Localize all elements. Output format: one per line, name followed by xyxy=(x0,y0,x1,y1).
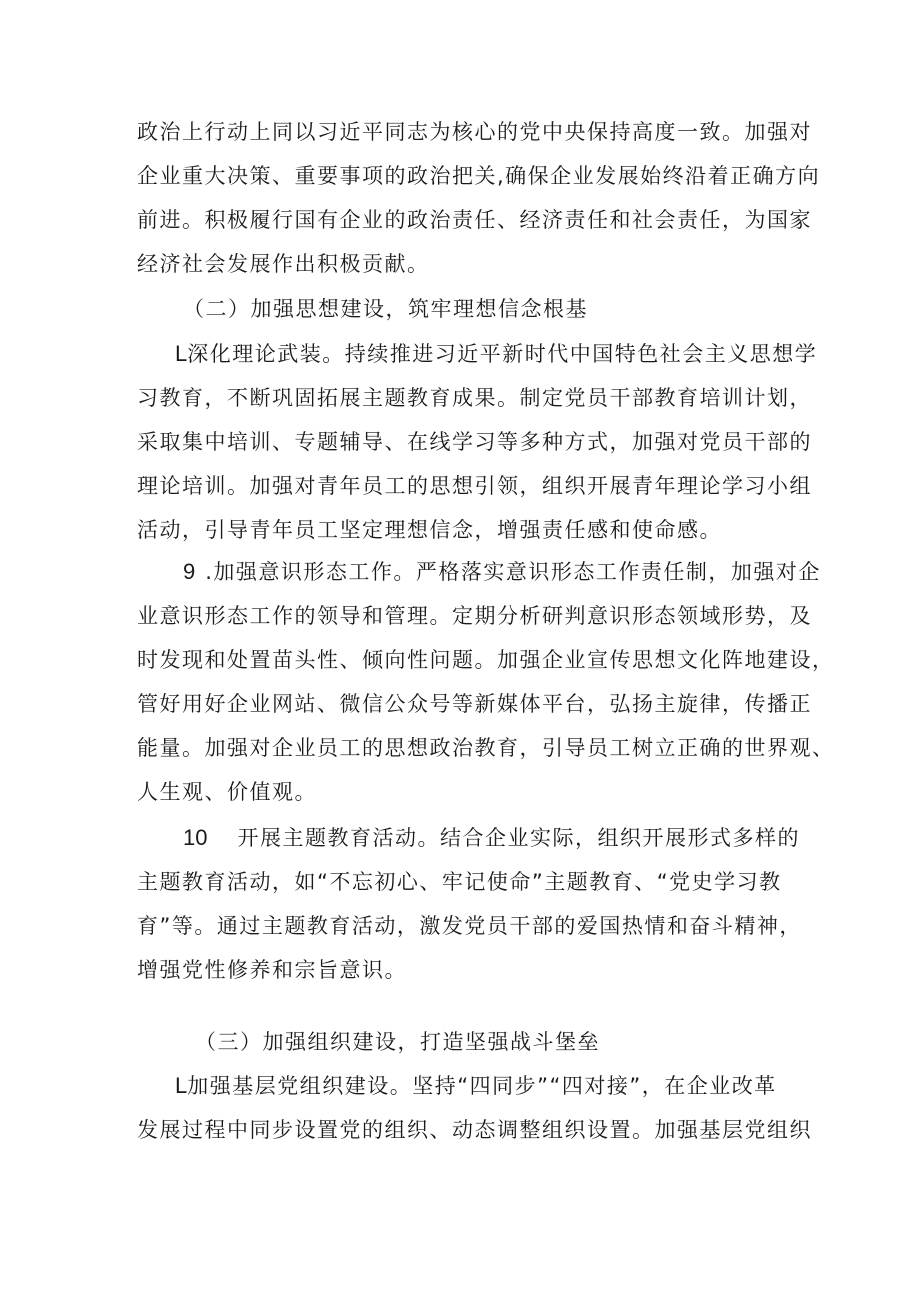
paragraph-line: 发展过程中同步设置党的组织、动态调整组织设置。加强基层党组织 xyxy=(137,1118,812,1142)
list-item-line xyxy=(183,823,800,853)
paragraph-line: 时发现和处置苗头性、倾向性问题。加强企业宣传思想文化阵地建设， xyxy=(137,648,835,672)
paragraph-line: 经济社会发展作出积极贡献。 xyxy=(137,252,430,276)
item-text: 开展主题教育活动。结合企业实际，组织开展形式多样的 xyxy=(237,826,800,850)
item-number: 10 xyxy=(183,825,208,850)
paragraph-line: 增强党性修养和宗旨意识。 xyxy=(137,958,407,982)
paragraph-line: 管好用好企业网站、微信公众号等新媒体平台，弘扬主旋律，传播正 xyxy=(137,692,812,716)
paragraph-line: 活动，引导青年员工坚定理想信念，增强责任感和使命感。 xyxy=(137,518,722,542)
item-text: 加强基层党组织建设。坚持“四同步”“四对接”，在企业改革 xyxy=(187,1074,777,1098)
list-item-line xyxy=(175,339,817,369)
list-item-line xyxy=(183,557,821,587)
list-item-line xyxy=(175,1071,777,1101)
paragraph-line: 能量。加强对企业员工的思想政治教育，引导员工树立正确的世界观、 xyxy=(137,736,835,760)
paragraph-line: 育”等。通过主题教育活动，激发党员干部的爱国热情和奋斗精神， xyxy=(137,914,802,938)
paragraph-line: 采取集中培训、专题辅导、在线学习等多种方式，加强对党员干部的 xyxy=(137,430,812,454)
paragraph-line: 人生观、价值观。 xyxy=(137,780,317,804)
section-heading: （三）加强组织建设，打造坚强战斗堡垒 xyxy=(195,1030,600,1054)
paragraph-line: 企业重大决策、重要事项的政治把关,确保企业发展始终沿着正确方向 xyxy=(137,164,821,188)
item-number: 9 xyxy=(183,559,196,584)
paragraph-line: 业意识形态工作的领导和管理。定期分析研判意识形态领域形势，及 xyxy=(137,604,812,628)
item-text: .加强意识形态工作。严格落实意识形态工作责任制，加强对企 xyxy=(205,560,821,584)
item-marker: L xyxy=(175,1073,188,1098)
item-text: 深化理论武装。持续推进习近平新时代中国特色社会主义思想学 xyxy=(187,342,818,366)
section-heading: （二）加强思想建设，筑牢理想信念根基 xyxy=(183,297,588,321)
paragraph-line: 习教育，不断巩固拓展主题教育成果。制定党员干部教育培训计划， xyxy=(137,386,812,410)
item-marker: L xyxy=(175,341,188,366)
paragraph-line: 主题教育活动，如“不忘初心、牢记使命”主题教育、“党史学习教 xyxy=(137,870,782,894)
paragraph-line: 政治上行动上同以习近平同志为核心的党中央保持高度一致。加强对 xyxy=(137,120,812,144)
paragraph-line: 理论培训。加强对青年员工的思想引领，组织开展青年理论学习小组 xyxy=(137,474,812,498)
paragraph-line: 前进。积极履行国有企业的政治责任、经济责任和社会责任，为国家 xyxy=(137,208,812,232)
